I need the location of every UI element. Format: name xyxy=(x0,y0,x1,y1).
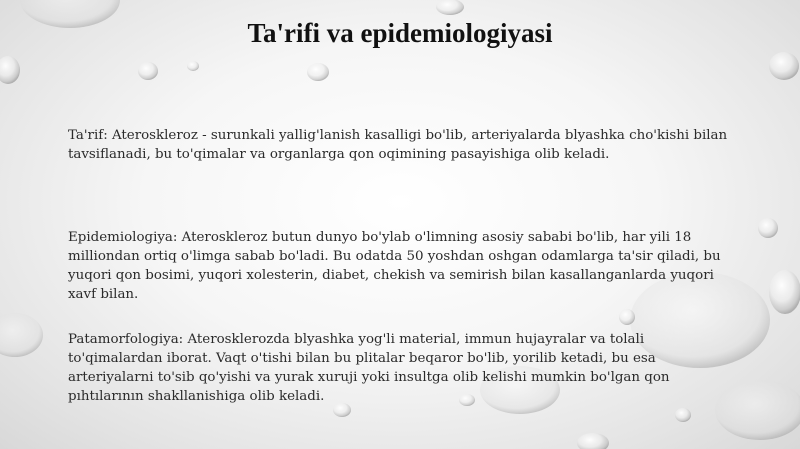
slide-title: Ta'rifi va epidemiologiyasi xyxy=(247,18,553,48)
water-drop xyxy=(307,63,329,81)
water-drop xyxy=(0,313,43,357)
water-drop xyxy=(675,408,691,422)
water-drop xyxy=(769,270,800,314)
water-drop xyxy=(577,433,609,449)
water-drop xyxy=(436,0,464,15)
pathomorphology-paragraph: Patamorfologiya: Aterosklerozda blyashka yog'li material, immun hujayralar va tolali to'qimalardan iborat. Vaqt o'tishi bilan bu plitalar beqaror bo'lib, yorilib ketadi, bu esa arteriyalarni to'sib qo'yishi va yurak xuruji yoki insultga olib kelishi mumkin bo'lgan qon pıhtılarının shakllanishiga olib keladi. xyxy=(68,332,670,404)
water-drop xyxy=(0,56,20,84)
water-drop xyxy=(619,309,635,325)
definition-paragraph: Ta'rif: Ateroskleroz - surunkali yallig'lanish kasalligi bo'lib, arteriyalarda blyashka cho'kishi bilan tavsiflanadi, bu to'qimalar va organlarga qon oqimining pasayishiga olib keladi. xyxy=(68,128,728,162)
epidemiology-paragraph: Epidemiologiya: Ateroskleroz butun dunyo bo'ylab o'limning asosiy sababi bo'lib, har yili 18 milliondan ortiq o'limga sabab bo'ladi. Bu odatda 50 yoshdan oshgan odamlarga ta'sir qiladi, bu yuqori qon bosimi, yuqori xolesterin, diabet, chekish va semirish bilan kasallanganlarda yuqori xavf bilan. xyxy=(68,230,721,302)
water-drop xyxy=(187,61,199,71)
water-drop xyxy=(138,62,158,80)
water-drop xyxy=(758,218,778,238)
water-drop xyxy=(769,52,799,80)
